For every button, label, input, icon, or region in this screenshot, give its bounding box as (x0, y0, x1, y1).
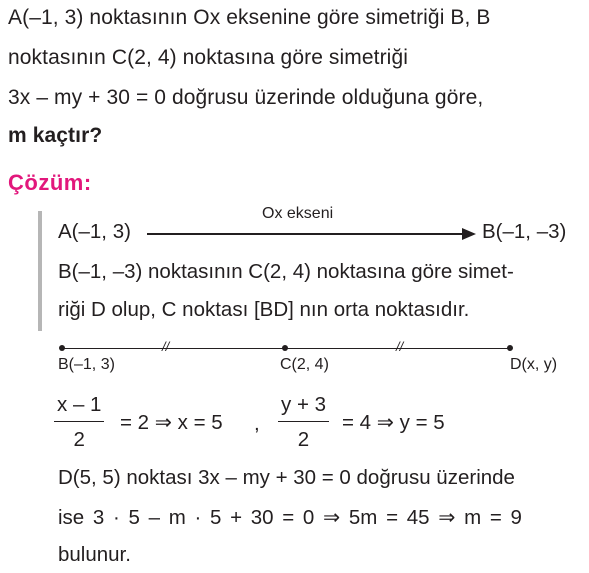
step2-line-2: riği D olup, C noktası [BD] nın orta noktasıdır. (58, 298, 470, 321)
point-b-dot (59, 345, 65, 351)
equation-x-result: = 2 ⇒ x = 5 (120, 411, 223, 434)
equation-separator: , (254, 412, 260, 435)
point-b: B(–1, –3) (482, 220, 567, 243)
fraction-y-denominator: 2 (297, 428, 310, 452)
fraction-x-denominator: 2 (73, 428, 85, 452)
question-line-4: m kaçtır? (8, 124, 103, 147)
point-c-dot (282, 345, 288, 351)
segment-label-c: C(2, 4) (280, 356, 329, 373)
equal-length-mark-2: // (396, 339, 404, 354)
fraction-y-bar (278, 421, 329, 422)
fraction-x-bar (54, 421, 104, 422)
step2-line-1: B(–1, –3) noktasının C(2, 4) noktasına göre simet- (58, 260, 514, 283)
mapping-arrow-line (147, 233, 467, 235)
equation-y-result: = 4 ⇒ y = 5 (342, 411, 445, 434)
equal-length-mark-1: // (162, 339, 170, 354)
question-line-2: noktasının C(2, 4) noktasına göre simetriği (8, 46, 408, 69)
conclusion-line-2: ise 3 · 5 – m · 5 + 30 = 0 ⇒ 5m = 45 ⇒ m = 9 (58, 506, 522, 529)
solution-heading: Çözüm: (8, 170, 92, 195)
arrow-head-icon (462, 228, 476, 240)
question-line-1: A(–1, 3) noktasının Ox eksenine göre simetriği B, B (8, 6, 491, 29)
fraction-x (54, 393, 104, 452)
segment-label-d: D(x, y) (510, 356, 558, 373)
fraction-y (278, 393, 329, 452)
arrow-label: Ox ekseni (262, 205, 334, 222)
solution-side-bar (38, 211, 42, 331)
question-line-3: 3x – my + 30 = 0 doğrusu üzerinde olduğuna göre, (8, 86, 484, 109)
conclusion-line-3: bulunur. (58, 543, 131, 566)
fraction-y-numerator: y + 3 (281, 393, 327, 416)
segment-label-b: B(–1, 3) (58, 356, 115, 373)
conclusion-line-1: D(5, 5) noktası 3x – my + 30 = 0 doğrusu üzerinde (58, 466, 515, 489)
point-a: A(–1, 3) (58, 220, 131, 243)
point-d-dot (507, 345, 513, 351)
fraction-x-numerator: x – 1 (57, 393, 102, 416)
